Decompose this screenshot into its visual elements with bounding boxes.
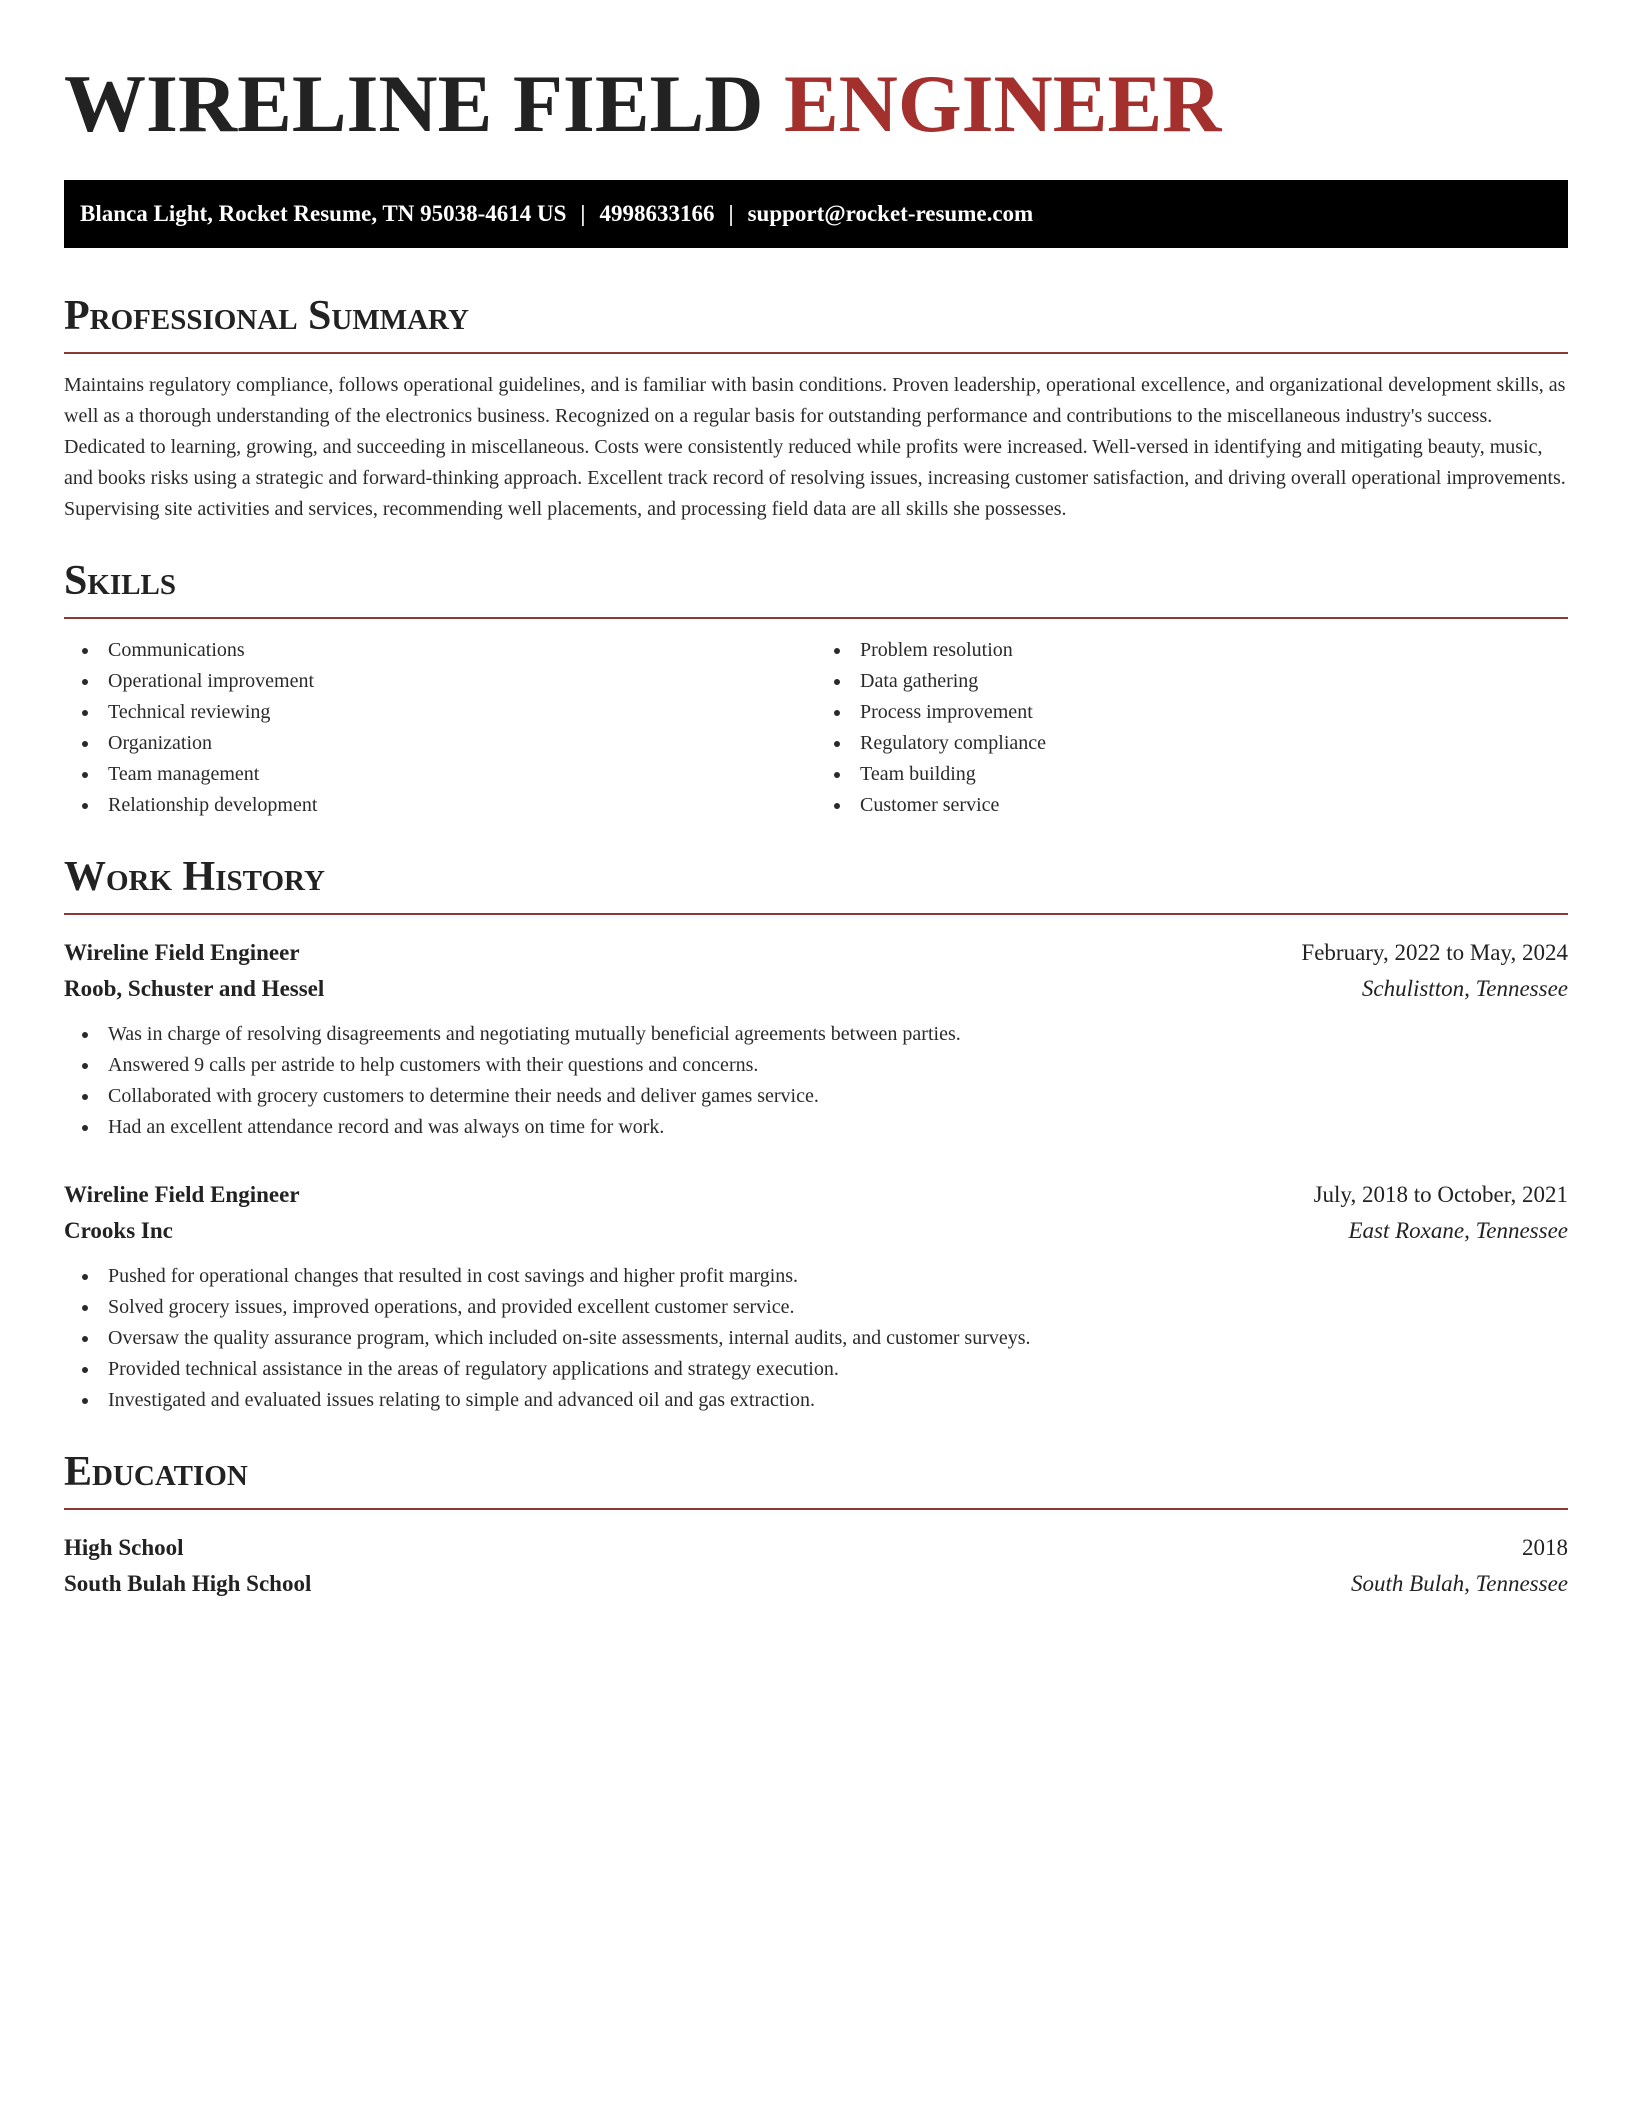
education-location: South Bulah, Tennessee <box>1351 1571 1568 1596</box>
skill-item: Regulatory compliance <box>860 728 1568 759</box>
skills-heading: Skills <box>64 555 1568 619</box>
title-main: WIRELINE FIELD <box>64 58 784 149</box>
job-bullet: Collaborated with grocery customers to determine their needs and deliver games service. <box>108 1081 1568 1112</box>
contact-bar <box>64 180 1568 248</box>
job-company: Crooks Inc <box>64 1218 173 1243</box>
summary-text: Maintains regulatory compliance, follows operational guidelines, and is familiar with basin conditions. Proven leadership, operational excellence, and organizational development skills, as well as a thorough understanding of the electronics business. Recognized on a regular basis for outstanding performance and contributions to the miscellaneous industry's success. Dedicated to learning, growing, and succeeding in miscellaneous. Costs were consistently reduced while profits were increased. Well-versed in identifying and mitigating beauty, music, and books risks using a strategic and forward-thinking approach. Excellent track record of resolving issues, increasing customer satisfaction, and driving overall operational improvements. Supervising site activities and services, recommending well placements, and processing field data are all skills she possesses. <box>64 374 1566 520</box>
education-school: South Bulah High School <box>64 1571 312 1596</box>
skills-grid <box>64 635 1568 821</box>
job-location: Schulistton, Tennessee <box>1361 976 1568 1001</box>
job-title: Wireline Field Engineer <box>64 940 300 965</box>
job-header-row <box>64 1177 1568 1213</box>
job-bullets <box>64 1019 1568 1143</box>
job-header-row <box>64 935 1568 971</box>
skill-item: Process improvement <box>860 697 1568 728</box>
job-bullets <box>64 1261 1568 1416</box>
skill-item: Organization <box>108 728 816 759</box>
education-heading: Education <box>64 1446 1568 1510</box>
title-accent: ENGINEER <box>783 58 1222 149</box>
education-degree-row <box>64 1530 1568 1566</box>
education-degree: High School <box>64 1535 184 1560</box>
skill-item: Operational improvement <box>108 666 816 697</box>
job-bullet: Pushed for operational changes that resulted in cost savings and higher profit margins. <box>108 1261 1568 1292</box>
education-entry <box>64 1530 1568 1602</box>
job-company-row <box>64 1213 1568 1249</box>
skill-item: Technical reviewing <box>108 697 816 728</box>
job-company-row <box>64 971 1568 1007</box>
job-bullet: Was in charge of resolving disagreements and negotiating mutually beneficial agreements between parties. <box>108 1019 1568 1050</box>
skill-item: Relationship development <box>108 790 816 821</box>
work-history-section <box>64 851 1568 1416</box>
skills-section <box>64 555 1568 821</box>
job-dates: February, 2022 to May, 2024 <box>1301 940 1568 965</box>
skills-column-right <box>816 635 1568 821</box>
job-entry <box>64 935 1568 1143</box>
job-title: Wireline Field Engineer <box>64 1182 300 1207</box>
skill-item: Data gathering <box>860 666 1568 697</box>
contact-separator: | <box>728 201 734 226</box>
education-section <box>64 1446 1568 1602</box>
skill-item: Team building <box>860 759 1568 790</box>
contact-phone: 4998633166 <box>599 201 715 226</box>
job-bullet: Solved grocery issues, improved operations, and provided excellent customer service. <box>108 1292 1568 1323</box>
skill-item: Communications <box>108 635 816 666</box>
job-dates: July, 2018 to October, 2021 <box>1313 1182 1568 1207</box>
work-history-heading: Work History <box>64 851 1568 915</box>
skill-item: Customer service <box>860 790 1568 821</box>
summary-section <box>64 290 1568 525</box>
education-school-row <box>64 1566 1568 1602</box>
job-bullet: Provided technical assistance in the areas of regulatory applications and strategy execution. <box>108 1354 1568 1385</box>
job-company: Roob, Schuster and Hessel <box>64 976 325 1001</box>
contact-separator: | <box>580 201 586 226</box>
summary-heading: Professional Summary <box>64 290 1568 354</box>
contact-address: Blanca Light, Rocket Resume, TN 95038-4614 US <box>80 201 567 226</box>
job-bullet: Answered 9 calls per astride to help customers with their questions and concerns. <box>108 1050 1568 1081</box>
skill-item: Team management <box>108 759 816 790</box>
job-bullet: Investigated and evaluated issues relating to simple and advanced oil and gas extraction. <box>108 1385 1568 1416</box>
job-bullet: Oversaw the quality assurance program, which included on-site assessments, internal audits, and customer surveys. <box>108 1323 1568 1354</box>
education-year: 2018 <box>1522 1535 1568 1560</box>
resume-title <box>64 0 1568 150</box>
job-location: East Roxane, Tennessee <box>1348 1218 1568 1243</box>
job-entry <box>64 1177 1568 1416</box>
skills-column-left <box>64 635 816 821</box>
contact-email[interactable]: support@rocket-resume.com <box>747 201 1034 226</box>
job-bullet: Had an excellent attendance record and was always on time for work. <box>108 1112 1568 1143</box>
skill-item: Problem resolution <box>860 635 1568 666</box>
